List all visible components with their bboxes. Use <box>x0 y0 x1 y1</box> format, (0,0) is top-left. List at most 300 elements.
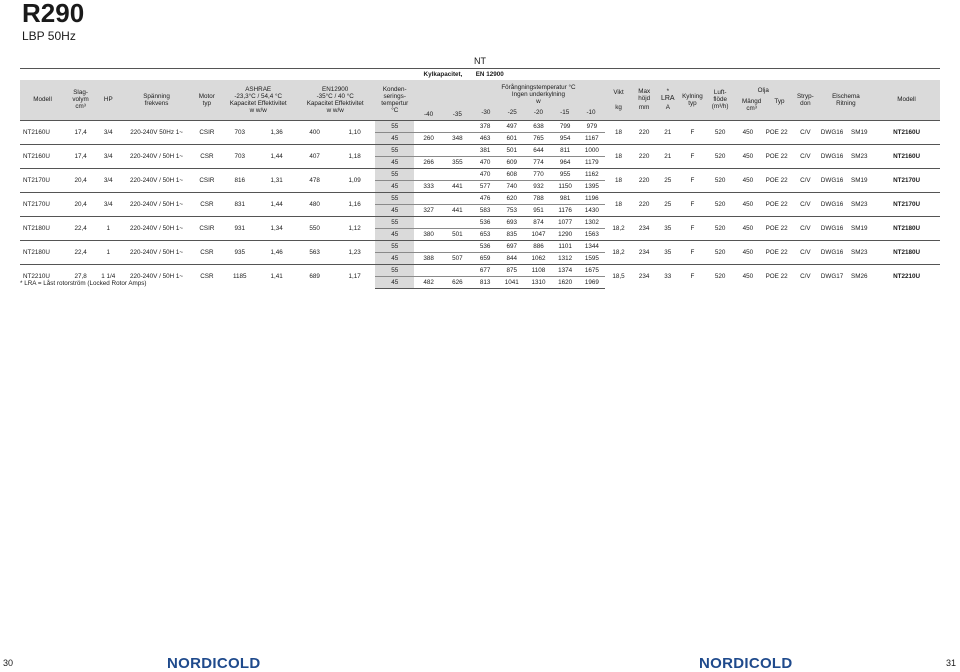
en12900-kapacitet-cell: 478 <box>295 168 334 192</box>
col-kyl-minus40: -40 <box>414 80 443 120</box>
forang-value-cell: 981 <box>552 192 579 204</box>
col-modell: Modell <box>20 80 65 120</box>
forang-value-cell: 536 <box>472 240 499 252</box>
kyl-minus35-cell <box>443 240 472 252</box>
col-kyl-minus35: -35 <box>443 80 472 120</box>
olja-mangd-text: Mängd <box>742 98 762 106</box>
vikt-cell: 18,2 <box>605 240 632 264</box>
kondens-temp-cell: 55 <box>375 192 414 204</box>
forang-value-cell: 620 <box>498 192 525 204</box>
luftflode-cell: 520 <box>706 144 735 168</box>
forang-temp-5: -10 <box>586 108 596 116</box>
elschema-cell: DWG16 <box>820 128 844 136</box>
motor-cell: CSR <box>192 144 221 168</box>
forang-value-cell: 1290 <box>552 228 579 240</box>
olja-typ-cell: POE 22 <box>761 216 792 240</box>
olja-mangd-cell: 450 <box>735 192 762 216</box>
footnote: * LRA = Låst rotorström (Locked Rotor Amps) <box>20 280 147 287</box>
ritning-cell: SM26 <box>845 264 873 288</box>
olja-typ-cell: POE 22 <box>761 264 792 288</box>
kyl-minus35-cell <box>443 264 472 276</box>
olja-typ-cell: POE 22 <box>765 128 788 136</box>
maxhojd-line2: höjd <box>638 95 651 103</box>
en12900-line3: Kapacitet Effektivitet <box>306 99 364 107</box>
col-motor <box>192 80 221 120</box>
forang-temps <box>473 109 604 116</box>
kondens-temp-cell: 55 <box>375 144 414 156</box>
kondens-line2: serings- <box>383 92 406 100</box>
kondens-temp-cell: 55 <box>375 264 414 276</box>
olja-mangd-cell: 450 <box>735 168 762 192</box>
page-number-right: 31 <box>946 658 957 668</box>
en12900-line1: EN12900 <box>322 85 349 93</box>
luft-line2: flöde <box>713 96 727 104</box>
forang-value-cell: 1302 <box>578 216 605 228</box>
forang-value-cell: 470 <box>472 156 499 168</box>
vikt-cell: 18 <box>605 144 632 168</box>
ashrae-effektivitet-cell: 1,46 <box>258 240 295 264</box>
kondens-temp-cell: 55 <box>375 216 414 228</box>
forang-value-cell: 874 <box>525 216 552 228</box>
hp-cell: 1 <box>96 240 121 264</box>
forang-value-cell: 536 <box>472 216 499 228</box>
max-hojd-cell: 234 <box>632 240 657 264</box>
en12900-line4: w w/w <box>326 106 344 114</box>
col-ashrae <box>221 80 295 120</box>
lra-cell: 25 <box>657 192 680 216</box>
ashrae-kapacitet-cell: 931 <box>221 216 258 240</box>
forang-value-cell: 470 <box>472 168 499 180</box>
vikt-line1: Vikt <box>613 88 624 96</box>
forang-value-cell: 979 <box>586 122 598 130</box>
en12900-effektivitet-cell: 1,23 <box>334 240 375 264</box>
model-cell: NT2170U <box>20 168 65 192</box>
slagvolym-line2: volym <box>72 96 89 104</box>
stryp-line2: don <box>800 99 811 107</box>
model-cell: NT2160U <box>20 144 65 168</box>
forang-value-cell: 463 <box>472 132 499 144</box>
kyl-minus40-cell: 266 <box>414 156 443 168</box>
ritning-cell: SM19 <box>851 128 868 136</box>
ritning-cell: SM19 <box>845 168 873 192</box>
ashrae-kapacitet-cell: 816 <box>221 168 258 192</box>
motor-line2: typ <box>202 99 212 107</box>
page-subtitle: LBP 50Hz <box>22 29 76 43</box>
lra-cell: 21 <box>657 144 680 168</box>
luftflode-cell: 520 <box>714 128 726 136</box>
ashrae-effektivitet-cell: 1,44 <box>258 192 295 216</box>
spanning-cell: 220-240V / 50H 1~ <box>121 144 193 168</box>
table-row <box>20 120 940 132</box>
col-forang <box>472 80 605 120</box>
vikt-cell: 18 <box>605 168 632 192</box>
model-cell-right: NT2180U <box>873 240 940 264</box>
kondens-temp-cell: 45 <box>375 204 414 216</box>
slagvolym-cell: 22,4 <box>65 240 96 264</box>
col-modell-2: Modell <box>873 80 940 120</box>
forang-value-cell: 1675 <box>578 264 605 276</box>
lra-line3: A <box>665 104 670 112</box>
luftflode-cell: 520 <box>706 264 735 288</box>
forang-temp-3: -20 <box>533 108 543 116</box>
en12900-effektivitet-cell: 1,10 <box>348 128 361 136</box>
en12900-effektivitet-cell: 1,17 <box>334 264 375 288</box>
kyl-minus40-cell <box>414 192 443 204</box>
model-cell-right: NT2160U <box>893 128 921 136</box>
ashrae-effektivitet-cell: 1,34 <box>258 216 295 240</box>
forang-value-cell: 653 <box>472 228 499 240</box>
en12900-kapacitet-cell: 550 <box>295 216 334 240</box>
slagvolym-line3: cm³ <box>75 103 86 111</box>
forang-value-cell: 1374 <box>552 264 579 276</box>
olja-mangd-label <box>742 98 761 112</box>
elschema-cell: DWG16 <box>819 192 846 216</box>
motor-cell: CSIR <box>192 216 221 240</box>
olja-mangd-cell: 450 <box>735 240 762 264</box>
vikt-cell: 18,5 <box>605 264 632 288</box>
kyl-minus40-cell: 327 <box>414 204 443 216</box>
model-cell: NT2160U <box>23 128 50 136</box>
forang-value-cell: 1108 <box>525 264 552 276</box>
ritning-cell: SM23 <box>845 192 873 216</box>
elschema-line1: Elschema <box>832 92 860 100</box>
ashrae-effektivitet-cell: 1,36 <box>270 128 283 136</box>
kyl-minus40-cell <box>414 240 443 252</box>
forang-value-cell: 1150 <box>552 180 579 192</box>
kylning-cell: F <box>679 216 706 240</box>
model-cell-right: NT2170U <box>873 192 940 216</box>
olja-mangd-unit: cm³ <box>746 105 757 113</box>
kondens-temp-cell: 45 <box>375 252 414 264</box>
kyl-minus35-cell <box>443 144 472 156</box>
maxhojd-line1: Max <box>638 88 651 96</box>
section-label-row <box>20 56 940 68</box>
forang-value-cell: 932 <box>525 180 552 192</box>
strypdon-cell: C/V <box>792 168 819 192</box>
col-en12900 <box>295 80 375 120</box>
forang-value-cell: 774 <box>525 156 552 168</box>
col-slagvolym <box>65 80 96 120</box>
en12900-effektivitet-cell: 1,18 <box>334 144 375 168</box>
forang-value-cell: 677 <box>472 264 499 276</box>
col-vikt <box>605 80 632 120</box>
ashrae-line2: -23,3°C / 54,4 °C <box>234 92 283 100</box>
section-label: NT <box>474 56 486 67</box>
spanning-cell: 220-240V / 50H 1~ <box>121 240 193 264</box>
forang-value-cell: 835 <box>498 228 525 240</box>
kylning-cell: F <box>679 168 706 192</box>
forang-value-cell: 740 <box>498 180 525 192</box>
kyl-minus35-cell <box>443 216 472 228</box>
forang-value-cell: 476 <box>472 192 499 204</box>
nordicold-logo-right: NORDICOLD <box>699 655 793 672</box>
kyl-minus40-cell <box>414 168 443 180</box>
motor-cell: CSIR <box>199 128 215 136</box>
ritning-cell: SM19 <box>845 216 873 240</box>
forang-value-cell: 608 <box>498 168 525 180</box>
model-cell-right: NT2210U <box>873 264 940 288</box>
hp-cell: 3/4 <box>96 168 121 192</box>
kondens-temp-cell: 55 <box>375 240 414 252</box>
kylning-cell: F <box>679 264 706 288</box>
col-maxhojd <box>632 80 657 120</box>
kylkapacitet-group-header: Kylkapacitet, <box>414 68 472 80</box>
elschema-line2: Ritning <box>836 99 856 107</box>
ashrae-effektivitet-cell: 1,44 <box>258 144 295 168</box>
olja-line1: Olja <box>757 87 769 95</box>
kyl-minus35-cell: 348 <box>443 132 472 144</box>
forang-value-cell: 1041 <box>498 276 525 288</box>
forang-value-cell: 1620 <box>552 276 579 288</box>
forang-value-cell: 813 <box>472 276 499 288</box>
forang-value-cell: 381 <box>472 144 499 156</box>
kyl-minus35-cell <box>443 168 472 180</box>
col-elschema <box>819 80 873 120</box>
hp-cell: 3/4 <box>96 192 121 216</box>
spanning-line1: Spänning <box>143 92 170 100</box>
lra-line1: * <box>666 88 670 96</box>
lra-cell: 35 <box>657 240 680 264</box>
kondens-line3: tempertur <box>381 99 409 107</box>
col-luftflode <box>706 80 735 120</box>
en12900-line2: -35°C / 40 °C <box>316 92 354 100</box>
slagvolym-cell: 27,8 <box>65 264 96 288</box>
col-spanning <box>121 80 193 120</box>
forang-value-cell: 601 <box>498 132 525 144</box>
model-cell-right: NT2170U <box>873 168 940 192</box>
elschema-cell: DWG17 <box>819 264 846 288</box>
motor-cell: CSR <box>192 264 221 288</box>
elschema-cell: DWG16 <box>819 168 846 192</box>
forang-value-cell: 1595 <box>578 252 605 264</box>
kyl-minus35-cell: 355 <box>443 156 472 168</box>
forang-value-cell: 1310 <box>525 276 552 288</box>
kylning-cell: F <box>690 128 695 136</box>
maxhojd-line3: mm <box>638 104 650 112</box>
spanning-cell: 220-240V / 50H 1~ <box>121 264 193 288</box>
max-hojd-cell: 234 <box>632 216 657 240</box>
forang-value-cell: 1344 <box>578 240 605 252</box>
spanning-cell: 220-240V 50Hz 1~ <box>130 128 183 136</box>
ashrae-line3: Kapacitet Effektivitet <box>229 99 287 107</box>
kyl-minus40-cell: 260 <box>414 132 443 144</box>
forang-value-cell: 1312 <box>552 252 579 264</box>
slagvolym-cell: 20,4 <box>65 192 96 216</box>
col-hp: HP <box>96 80 121 120</box>
col-olja <box>735 80 792 120</box>
spanning-cell: 220-240V / 50H 1~ <box>121 216 193 240</box>
forang-value-cell: 1000 <box>578 144 605 156</box>
strypdon-cell: C/V <box>792 216 819 240</box>
kondens-temp-cell: 45 <box>375 156 414 168</box>
forang-value-cell: 770 <box>525 168 552 180</box>
luftflode-cell: 520 <box>706 192 735 216</box>
olja-typ-cell: POE 22 <box>761 240 792 264</box>
forang-temp-4: -15 <box>560 108 570 116</box>
luft-line1: Luft- <box>713 89 727 97</box>
olja-typ-cell: POE 22 <box>761 192 792 216</box>
slagvolym-line1: Slag- <box>73 89 88 97</box>
forang-value-cell: 638 <box>533 122 544 130</box>
strypdon-cell: C/V <box>800 128 811 136</box>
forang-value-cell: 753 <box>498 204 525 216</box>
slagvolym-cell: 17,4 <box>74 128 87 136</box>
kyl-minus40-cell: 380 <box>414 228 443 240</box>
strypdon-cell: C/V <box>792 264 819 288</box>
forang-value-cell: 1047 <box>525 228 552 240</box>
en12900-kapacitet-cell: 407 <box>295 144 334 168</box>
forang-line1: Förångningstemperatur °C <box>501 83 576 91</box>
kyl-minus35-cell <box>443 192 472 204</box>
luft-line3: (m³/h) <box>711 103 729 111</box>
forang-value-cell: 577 <box>472 180 499 192</box>
forang-value-cell: 1395 <box>578 180 605 192</box>
kylning-cell: F <box>679 192 706 216</box>
forang-value-cell: 886 <box>525 240 552 252</box>
ashrae-effektivitet-cell: 1,31 <box>258 168 295 192</box>
forang-value-cell: 659 <box>472 252 499 264</box>
forang-value-cell: 1162 <box>578 168 605 180</box>
en12900-kapacitet-cell: 480 <box>295 192 334 216</box>
olja-mangd-cell: 450 <box>735 216 762 240</box>
model-cell-right: NT2160U <box>873 144 940 168</box>
kylning-cell: F <box>679 240 706 264</box>
kyl-minus40-cell: 333 <box>414 180 443 192</box>
strypdon-cell: C/V <box>792 240 819 264</box>
ashrae-kapacitet-cell: 1185 <box>221 264 258 288</box>
forang-value-cell: 1077 <box>552 216 579 228</box>
col-lra <box>657 80 680 120</box>
kyl-minus35-cell: 507 <box>443 252 472 264</box>
forang-value-cell: 951 <box>525 204 552 216</box>
page-title: R290 <box>22 0 85 28</box>
hp-cell: 3/4 <box>96 144 121 168</box>
lra-cell: 35 <box>657 216 680 240</box>
model-cell: NT2170U <box>20 192 65 216</box>
kyl-minus35-cell: 626 <box>443 276 472 288</box>
table-row <box>20 264 940 276</box>
lra-cell: 25 <box>657 168 680 192</box>
slagvolym-cell: 20,4 <box>65 168 96 192</box>
kondens-temp-cell: 45 <box>375 180 414 192</box>
olja-subheaders <box>736 98 791 112</box>
vikt-cell: 18 <box>605 192 632 216</box>
olja-mangd-cell: 450 <box>735 264 762 288</box>
nordicold-logo-left: NORDICOLD <box>167 655 261 672</box>
forang-value-cell: 644 <box>525 144 552 156</box>
motor-cell: CSR <box>192 192 221 216</box>
kylning-line1: Kylning <box>682 92 703 100</box>
forang-value-cell: 378 <box>479 122 491 130</box>
ashrae-kapacitet-cell: 703 <box>234 128 245 136</box>
kondens-temp-cell: 45 <box>375 132 414 144</box>
forang-value-cell: 1179 <box>578 156 605 168</box>
forang-line2: Ingen underkylning <box>511 90 566 98</box>
kyl-minus35-cell: 441 <box>443 180 472 192</box>
kondens-temp-cell: 45 <box>375 228 414 240</box>
kondens-line4: °C <box>391 106 399 114</box>
strypdon-cell: C/V <box>792 144 819 168</box>
forang-value-cell: 1176 <box>552 204 579 216</box>
hp-cell: 3/4 <box>103 128 113 136</box>
model-cell: NT2180U <box>20 240 65 264</box>
kylning-line2: typ <box>688 99 697 107</box>
model-cell: NT2180U <box>20 216 65 240</box>
en12900-kapacitet-cell: 400 <box>309 128 320 136</box>
kondens-temp-cell: 55 <box>375 168 414 180</box>
forang-value-cell: 765 <box>525 132 552 144</box>
lra-cell: 21 <box>664 128 672 136</box>
hp-cell: 1 <box>96 216 121 240</box>
kyl-minus40-cell <box>414 120 443 132</box>
kylning-cell: F <box>679 144 706 168</box>
forang-value-cell: 844 <box>498 252 525 264</box>
table-row <box>20 144 940 156</box>
col-kylning <box>679 80 706 120</box>
forang-value-cell: 583 <box>472 204 499 216</box>
lra-cell: 33 <box>657 264 680 288</box>
spanning-line2: frekvens <box>144 99 169 107</box>
olja-mangd-cell: 450 <box>735 144 762 168</box>
ashrae-kapacitet-cell: 935 <box>221 240 258 264</box>
forang-temp-1: -30 <box>481 108 491 116</box>
spanning-cell: 220-240V / 50H 1~ <box>121 168 193 192</box>
kyl-minus35-cell <box>443 120 472 132</box>
forang-value-cell: 811 <box>552 144 579 156</box>
luftflode-cell: 520 <box>706 216 735 240</box>
olja-typ-cell: POE 22 <box>761 144 792 168</box>
forang-value-cell: 955 <box>552 168 579 180</box>
max-hojd-cell: 234 <box>632 264 657 288</box>
forang-value-cell: 875 <box>498 264 525 276</box>
forang-value-cell: 788 <box>525 192 552 204</box>
slagvolym-cell: 17,4 <box>65 144 96 168</box>
table-row <box>20 216 940 228</box>
kondens-temp-cell: 45 <box>375 276 414 288</box>
max-hojd-cell: 220 <box>638 128 650 136</box>
forang-value-cell: 609 <box>498 156 525 168</box>
table-row <box>20 192 940 204</box>
spanning-cell: 220-240V / 50H 1~ <box>121 192 193 216</box>
model-cell: NT2210U <box>20 264 65 288</box>
table-row <box>20 168 940 180</box>
forang-value-cell: 1430 <box>578 204 605 216</box>
en12900-kapacitet-cell: 563 <box>295 240 334 264</box>
col-strypdon <box>792 80 819 120</box>
en12900-group-header: EN 12900 <box>472 68 552 80</box>
forang-value-cell: 693 <box>498 216 525 228</box>
luftflode-cell: 520 <box>706 240 735 264</box>
elschema-cell: DWG16 <box>819 216 846 240</box>
forang-line3: w <box>536 97 541 105</box>
forang-value-cell: 697 <box>498 240 525 252</box>
kondens-temp-cell: 55 <box>375 120 414 132</box>
forang-value-cell: 1969 <box>578 276 605 288</box>
motor-cell: CSIR <box>192 168 221 192</box>
kyl-minus40-cell <box>414 216 443 228</box>
forang-value-cell: 964 <box>552 156 579 168</box>
olja-mangd-cell: 450 <box>742 128 754 136</box>
max-hojd-cell: 220 <box>632 144 657 168</box>
olja-typ-label: Typ <box>774 98 785 106</box>
en12900-effektivitet-cell: 1,16 <box>334 192 375 216</box>
hp-cell: 1 1/4 <box>96 264 121 288</box>
ritning-cell: SM23 <box>845 240 873 264</box>
vikt-cell: 18 <box>615 128 623 136</box>
forang-value-cell: 497 <box>506 122 518 130</box>
compressor-data-table <box>20 56 940 289</box>
col-kondens <box>375 80 414 120</box>
